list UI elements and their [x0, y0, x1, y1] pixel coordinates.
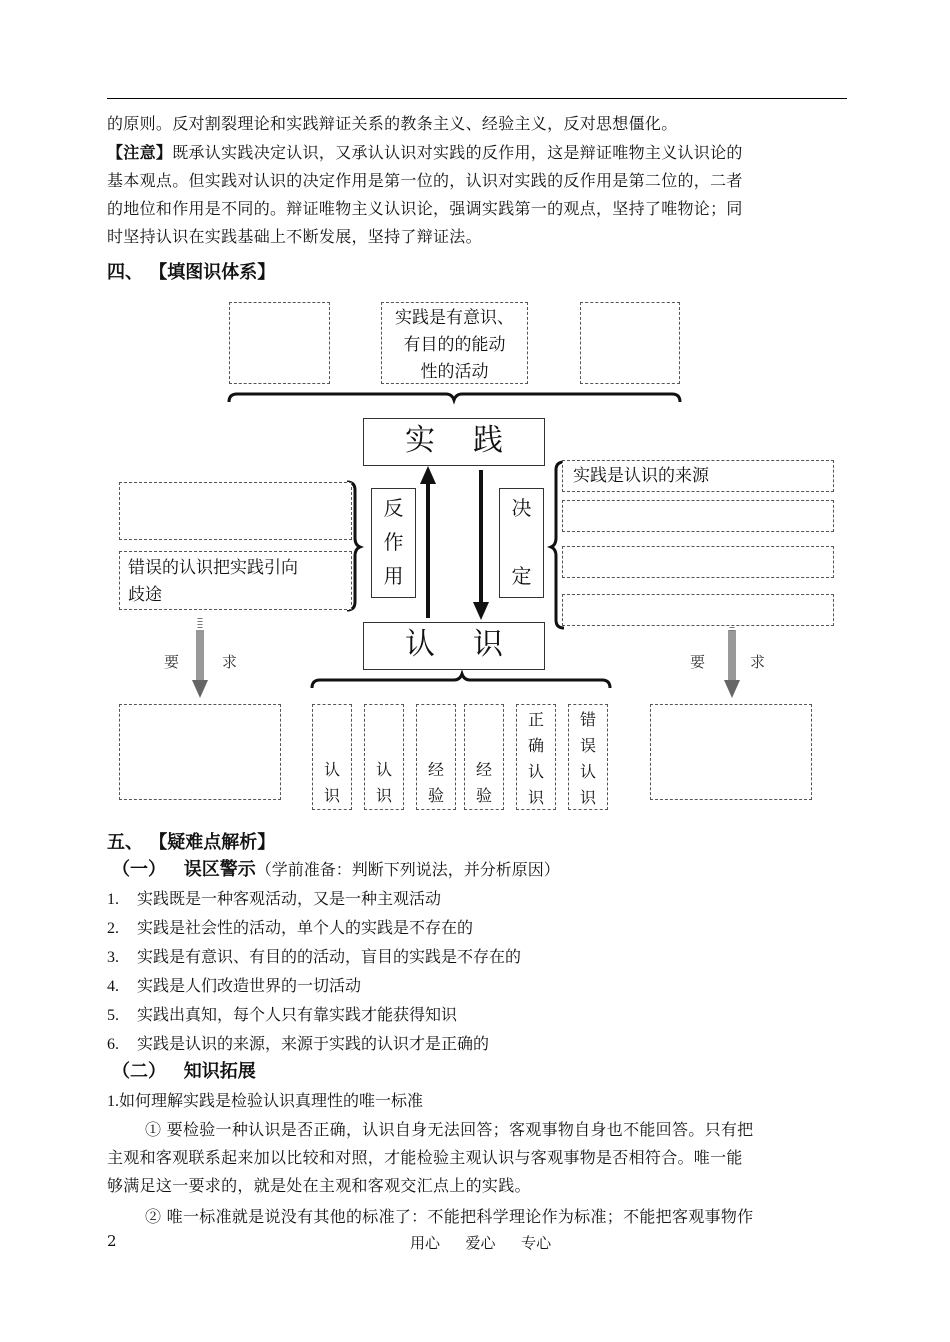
top-center-line-1: 实践是有意识、 — [395, 308, 514, 328]
misconception-item-4 — [107, 972, 361, 1001]
intro-line-1: 的原则。反对割裂理论和实践辩证关系的教条主义、经验主义，反对思想僵化。 — [107, 114, 678, 133]
col-3-char-2: 验 — [427, 786, 444, 805]
item-2-num: 2. — [107, 920, 119, 937]
col-3-char-1: 经 — [427, 760, 444, 779]
blank-box-bottom-right — [650, 704, 812, 800]
decide-char-1: 决 — [511, 496, 532, 520]
react-char-3: 用 — [383, 564, 404, 588]
decide-box — [499, 488, 544, 598]
blank-box-right-3 — [562, 546, 834, 578]
col-5-char-4: 识 — [527, 788, 544, 807]
col-4-char-1: 经 — [475, 760, 492, 779]
item-5-text: 实践出真知，每个人只有靠实践才能获得知识 — [137, 1007, 458, 1024]
page-number: 2 — [107, 1232, 117, 1250]
sub1-note: （学前准备：判断下列说法，并分析原因） — [255, 860, 560, 879]
col-6-char-2: 误 — [579, 736, 596, 755]
sub2-title: 知识拓展 — [183, 1061, 256, 1082]
left-box-2 — [119, 551, 352, 610]
col-2-char-2: 识 — [375, 786, 392, 805]
bottom-brace — [312, 674, 610, 688]
bottom-col-4 — [464, 704, 504, 810]
item-2-text: 实践是社会性的活动，单个人的实践是不存在的 — [137, 920, 474, 937]
section-4-title: 四、 【填图识体系】 — [107, 262, 276, 283]
note-text-4: 时坚持认识在实践基础上不断发展，坚持了辩证法。 — [107, 227, 482, 246]
footer-motto: 用心 爱心 专心 — [410, 1234, 552, 1252]
misconception-item-6 — [107, 1030, 489, 1059]
top-center-line-2: 有目的的能动 — [403, 335, 506, 355]
top-brace — [229, 394, 680, 402]
left-req-arrow-head — [192, 680, 208, 698]
blank-box-left-1 — [119, 482, 352, 540]
bottom-col-5 — [516, 704, 556, 810]
bottom-col-6 — [568, 704, 608, 810]
item-1-text: 实践既是一种客观活动，又是一种主观活动 — [137, 891, 442, 908]
req-right-char-1: 要 — [690, 653, 706, 671]
react-char-1: 反 — [383, 496, 404, 520]
section-5-title: 五、 【疑难点解析】 — [107, 832, 276, 853]
sub2-heading — [112, 1058, 256, 1086]
item-4-num: 4. — [107, 978, 119, 995]
answer-1-line-3: 够满足这一要求的，就是处在主观和客观交汇点上的实践。 — [107, 1176, 531, 1195]
item-3-num: 3. — [107, 949, 119, 966]
col-1-char-2: 识 — [323, 786, 340, 805]
bottom-col-3 — [416, 704, 456, 810]
item-1-num: 1. — [107, 891, 119, 908]
item-5-num: 5. — [107, 1007, 119, 1024]
right-req-arrow-body — [728, 630, 736, 682]
react-char-2: 作 — [383, 530, 404, 554]
item-6-text: 实践是认识的来源，来源于实践的认识才是正确的 — [137, 1036, 490, 1053]
blank-box-right-4 — [562, 594, 834, 626]
col-6-char-4: 识 — [579, 788, 596, 807]
up-arrow-head — [420, 466, 436, 484]
col-5-char-2: 确 — [527, 736, 544, 755]
bottom-col-1 — [312, 704, 352, 810]
col-5-char-1: 正 — [527, 710, 544, 729]
req-left-char-2: 求 — [222, 653, 238, 671]
col-6-char-1: 错 — [579, 710, 596, 729]
left-box-2-line-2: 歧途 — [128, 585, 162, 605]
decide-char-2: 定 — [511, 564, 532, 588]
cognition-box: 认识 — [363, 622, 545, 670]
sub1-heading — [112, 856, 560, 884]
misconception-item-1 — [107, 885, 441, 914]
item-3-text: 实践是有意识、有目的的活动，盲目的实践是不存在的 — [137, 949, 522, 966]
bottom-col-2 — [364, 704, 404, 810]
blank-box-right-2 — [562, 500, 834, 532]
misconception-item-5 — [107, 1001, 457, 1030]
answer-1-line-1: ① 要检验一种认识是否正确，认识自身无法回答；客观事物自身也不能回答。只有把 — [145, 1120, 754, 1139]
note-text-2: 基本观点。但实践对认识的决定作用是第一位的，认识对实践的反作用是第二位的，二者 — [107, 171, 743, 190]
note-text-3: 的地位和作用是不同的。辩证唯物主义认识论，强调实践第一的观点，坚持了唯物论；同 — [107, 199, 743, 218]
note-text-1: 既承认实践决定认识，又承认认识对实践的反作用，这是辩证唯物主义认识论的 — [172, 143, 743, 162]
right-req-arrow-head — [724, 680, 740, 698]
misconception-item-2 — [107, 914, 473, 943]
req-left-char-1: 要 — [164, 653, 180, 671]
item-6-num: 6. — [107, 1036, 119, 1053]
sub1-num: （一） — [112, 859, 166, 880]
practice-box: 实践 — [363, 418, 545, 466]
note-tag: 【注意】 — [107, 143, 173, 162]
answer-1-line-2: 主观和客观联系起来加以比较和对照，才能检验主观认识与客观事物是否相符合。唯一能 — [107, 1148, 743, 1167]
top-center-line-3: 性的活动 — [420, 362, 489, 382]
sub1-title: 误区警示 — [183, 859, 256, 880]
answer-2-line-1: ② 唯一标准就是说没有其他的标准了：不能把科学理论作为标准；不能把客观事物作 — [145, 1207, 754, 1226]
right-box-1: 实践是认识的来源 — [562, 460, 834, 492]
col-6-char-3: 认 — [579, 762, 596, 781]
decide-gap — [500, 525, 543, 559]
blank-box-bottom-left — [119, 704, 281, 800]
col-1-char-1: 认 — [323, 760, 340, 779]
misconception-item-3 — [107, 943, 521, 972]
col-5-char-3: 认 — [527, 762, 544, 781]
col-4-char-2: 验 — [475, 786, 492, 805]
req-right-char-2: 求 — [750, 653, 766, 671]
down-arrow-head — [473, 602, 489, 620]
col-2-char-1: 认 — [375, 760, 392, 779]
react-box — [371, 488, 416, 598]
item-4-text: 实践是人们改造世界的一切活动 — [137, 978, 362, 995]
left-req-arrow-body — [196, 630, 204, 682]
question-1: 1.如何理解实践是检验认识真理性的唯一标准 — [107, 1093, 424, 1110]
left-box-2-line-1: 错误的认识把实践引向 — [128, 558, 298, 578]
sub2-num: （二） — [112, 1061, 166, 1082]
